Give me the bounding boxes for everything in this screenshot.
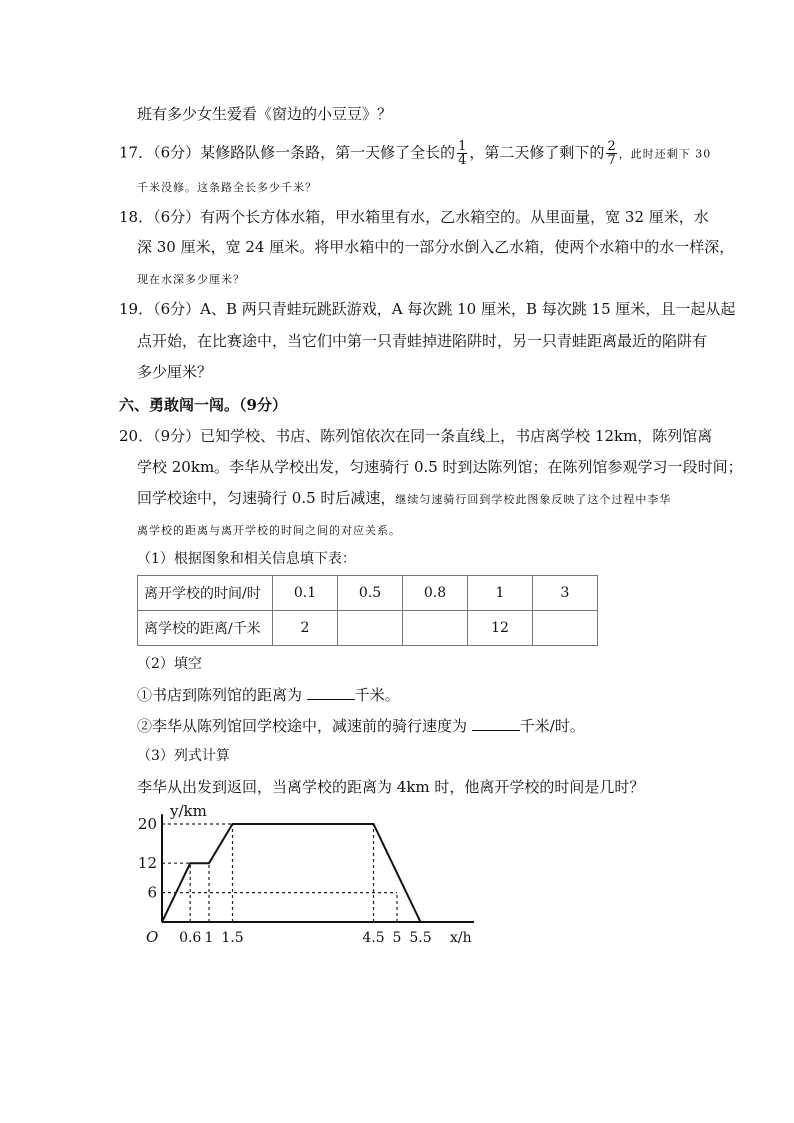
answer-blank-1[interactable]	[307, 685, 355, 700]
fraction-denominator: 4	[458, 153, 467, 168]
table-cell: 12	[468, 611, 533, 646]
fraction-numerator: 1	[458, 139, 467, 154]
q20-line2: 学校 20km。李华从学校出发，匀速骑行 0.5 时到达陈列馆；在陈列馆参观学习一段时间；	[137, 458, 743, 476]
q16-tail: 班有多少女生爱看《窗边的小豆豆》？	[137, 105, 393, 123]
fraction-2-7	[606, 140, 616, 167]
q18-line1	[119, 207, 709, 227]
y-tick-label: 6	[147, 883, 157, 902]
q17-line2: 千米没修。这条路全长多少千米？	[137, 181, 317, 194]
q17-text-a: （6分）某修路队修一条路，第一天修了全长的	[153, 143, 456, 162]
x-tick-label: 1.5	[221, 930, 244, 946]
q20-text: （9分）已知学校、书店、陈列馆依次在同一条直线上，书店离学校 12km，陈列馆离	[153, 427, 713, 445]
q20-line3-a: 回学校途中，匀速骑行 0.5 时后减速，	[137, 489, 396, 507]
table-row	[138, 576, 598, 611]
table-cell	[403, 611, 468, 646]
fill-1-text: ①书店到陈列馆的距离为	[137, 686, 307, 704]
q20-line3	[137, 488, 671, 510]
q19-line3: 多少厘米？	[137, 363, 213, 381]
q18-line2: 深 30 厘米，宽 24 厘米。将甲水箱中的一部分水倒入乙水箱，使两个水箱中的水一样深，	[137, 238, 735, 256]
q19-line2: 点开始，在比赛途中，当它们中第一只青蛙掉进陷阱时，另一只青蛙距离最近的陷阱有	[137, 332, 708, 350]
distance-line	[162, 824, 421, 922]
table-cell: 0.1	[273, 576, 338, 611]
x-tick-label: 0.6	[179, 930, 202, 946]
origin-label: O	[146, 928, 159, 946]
y-tick-label: 12	[137, 854, 157, 873]
section-6-heading: 六、勇敢闯一闯。（9分）	[119, 396, 287, 414]
table-cell: 3	[533, 576, 598, 611]
q17-text-b: ，第二天修了剩下的	[469, 143, 605, 162]
table-cell: 2	[273, 611, 338, 646]
table-cell	[338, 611, 403, 646]
q18-text: （6分）有两个长方体水箱，甲水箱里有水，乙水箱空的。从里面量，宽 32 厘米，水	[153, 208, 709, 226]
q19-line1	[119, 299, 735, 319]
q20-sub2: （2）填空	[137, 656, 202, 672]
table-cell	[533, 611, 598, 646]
table-row-label: 离学校的距离/千米	[138, 611, 273, 646]
table-cell: 1	[468, 576, 533, 611]
y-axis-label: y/km	[170, 802, 207, 821]
q20-number: 20．	[119, 427, 154, 445]
x-tick-label: 5	[392, 930, 402, 946]
x-tick-label: 1	[204, 930, 214, 946]
q18-line3: 现在水深多少厘米？	[137, 273, 245, 286]
fill-2-unit: 千米/时。	[519, 717, 585, 735]
fill-1	[137, 685, 400, 705]
x-tick-label: 5.5	[409, 930, 432, 946]
fraction-1-4	[457, 140, 467, 167]
fill-2-text: ②李华从陈列馆回学校途中，减速前的骑行速度为	[137, 717, 472, 735]
q20-line1	[119, 426, 712, 446]
fill-1-unit: 千米。	[354, 686, 400, 704]
q20-calc: 李华从出发到返回，当离学校的距离为 4km 时，他离开学校的时间是几时？	[137, 778, 645, 796]
q18-number: 18．	[119, 208, 154, 226]
q17-text-c: ，此时还剩下 30	[618, 147, 712, 161]
q19-number: 19．	[119, 300, 154, 318]
data-table	[137, 575, 598, 646]
table-row-label: 离开学校的时间/时	[138, 576, 273, 611]
fill-2	[137, 716, 585, 736]
q17-number: 17．	[119, 143, 154, 162]
fraction-numerator: 2	[607, 139, 616, 154]
fraction-denominator: 7	[607, 153, 616, 168]
x-tick-label: 4.5	[362, 930, 385, 946]
q19-text: （6分）A、B 两只青蛙玩跳跃游戏，A 每次跳 10 厘米，B 每次跳 15 厘米，且一起从起	[153, 300, 736, 318]
q20-line4: 离学校的距离与离开学校的时间之间的对应关系。	[137, 524, 401, 537]
y-tick-label: 20	[137, 815, 157, 833]
distance-time-graph	[137, 802, 480, 946]
answer-blank-2[interactable]	[472, 716, 520, 731]
q20-sub3: （3）列式计算	[137, 748, 230, 764]
q17	[119, 140, 711, 167]
table-cell: 0.8	[403, 576, 468, 611]
table-cell: 0.5	[338, 576, 403, 611]
table-row	[138, 611, 598, 646]
q20-sub1: （1）根据图象和相关信息填下表：	[137, 551, 356, 567]
q20-line3-b: 继续匀速骑行回到学校此图象反映了这个过程中李华	[395, 493, 672, 506]
x-axis-label: x/h	[450, 930, 472, 946]
